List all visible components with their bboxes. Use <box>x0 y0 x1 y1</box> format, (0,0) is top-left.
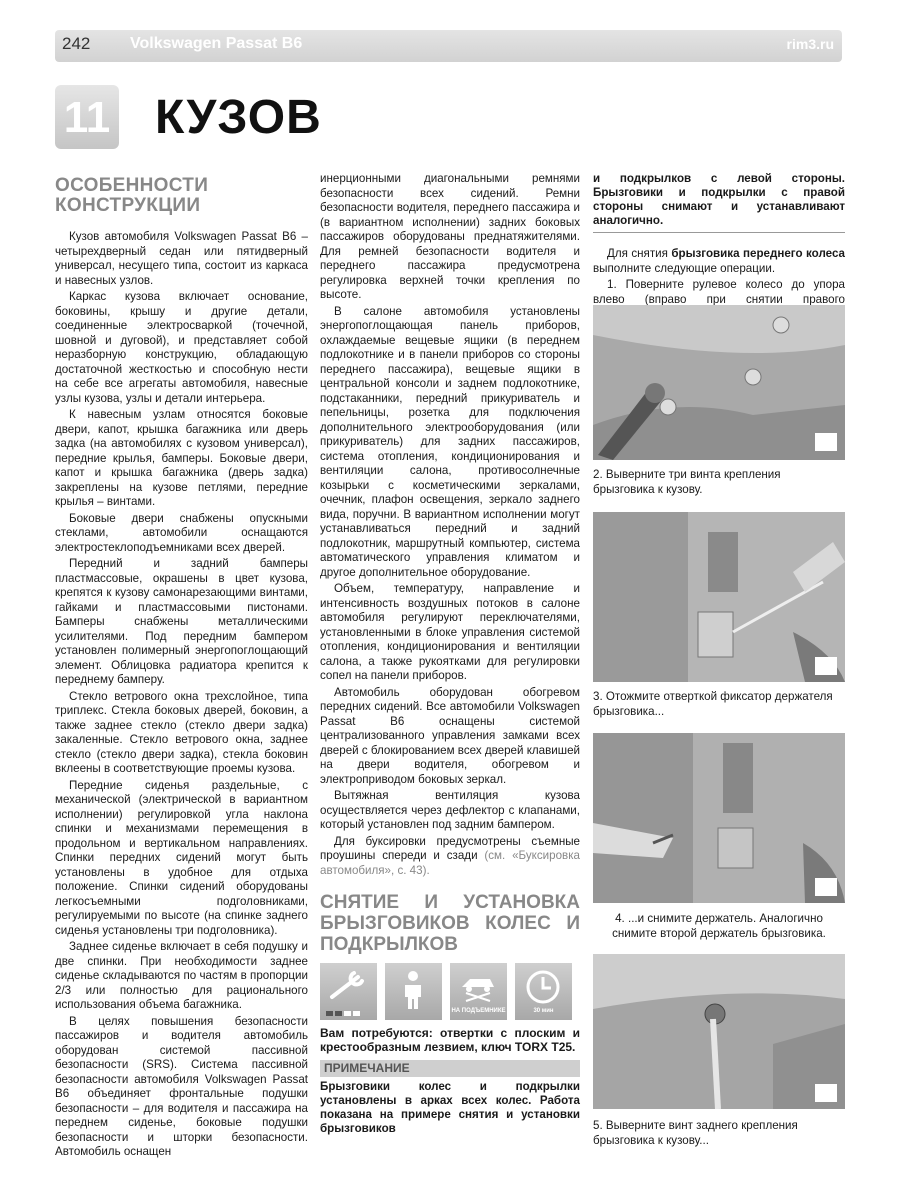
tools-needed: Вам потребуются: отвертки с плоским и крестообразным лезвием, ключ TORX T25. <box>320 1026 580 1054</box>
paragraph: Боковые двери снабжены опускными стеклами, автомобили оснащаются электростеклоподъемниками всех дверей. <box>55 511 308 554</box>
step-5: 5. Выверните винт заднего крепления брызговика к кузову... <box>593 1119 798 1147</box>
photo-step-2 <box>593 512 845 682</box>
intro-a: Для снятия <box>607 247 668 260</box>
chapter-number: 11 <box>55 85 119 149</box>
paragraph: В салоне автомобиля установлены энергопоглощающая панель приборов, охлаждаемые вещевые ящики (в переднем подлокотнике и в панели приборов со стороны переднего пассажира), вещевые ящики в центральной консоли и заднем подлокотнике, подстаканники, передний прикуриватель и пепельницы, розетка для подключения дополнительного электрооборудования (или прикуриватель) для задних пассажиров, система отопления, кондиционирования и вентиляции салона, противосолнечные козырьки с косметическими зеркалами, очечник, плафон освещения, зеркало заднего вида, поручни. В вариантном исполнении могут устанавливаться передний и задний подлокотник, маршрутный компьютер, система автоматического управления климатом и другое дополнительное оборудование. <box>320 304 580 579</box>
step-1: 1. Поверните рулевое колесо до упора влево (вправо при снятии правого <box>593 278 845 306</box>
icon-row <box>320 963 580 1020</box>
paragraph: Объем, температуру, направление и интенсивность воздушных потоков в салоне автомобиля регулируют переключателями, установленными в блоке управления системой отопления, кондиционирования и вентиляции салона, а также рукоятками для регулировки сопел на панели приборов. <box>320 582 580 682</box>
section-title-mudguards: СНЯТИЕ И УСТАНОВКА БРЫЗГОВИКОВ КОЛЕС И ПОДКРЫЛКОВ <box>320 892 580 955</box>
site-name: rim3.ru <box>786 36 834 52</box>
paragraph: Заднее сиденье включает в себя подушку и две спинки. При необходимости заднее сиденье складываются по частям в пропорции 2/3 или полностью для рационального использования объема багажника. <box>55 940 308 1011</box>
paragraph: Каркас кузова включает основание, боковины, крышу и другие детали, соединенные электросваркой (точечной, шовной и дуговой), и представляет собой неразборную конструкцию, обладающую достаточной жесткостью и способную нести на себе все агрегаты автомобиля, навесные узлы кузова, узлы и детали интерьера. <box>55 290 308 405</box>
paragraph: Передние сиденья раздельные, с механической (электрической в вариантном исполнении) регулировкой угла наклона спинки и механизмами перемещения в продольном и вертикальном направлениях. Спинки передних сидений могут быть установлены в удобное для отдыха положение. Спинки сидений оборудованы легкосъемными подголовниками, регулируемыми по высоте (на спинке заднего сиденья установлены три подголовника). <box>55 778 308 937</box>
paragraph: инерционными диагональными ремнями безопасности всех сидений. Ремни безопасности водителя, переднего пассажира и (в вариантном исполнении) задних боковых пассажиров оборудованы преднатяжителями. Для ремней безопасности водителя и переднего пассажира предусмотрена регулировка верхней точки крепления по высоте. <box>320 172 580 301</box>
clock-icon <box>515 963 572 1020</box>
step-3: 3. Отожмите отверткой фиксатор держателя брызговика... <box>593 690 833 718</box>
note-text: Брызговики колес и подкрылки установлены в арках всех колес. Работа показана на примере снятия и установки брызговиков <box>320 1079 580 1135</box>
page-number: 242 <box>62 34 91 53</box>
paragraph: К навесным узлам относятся боковые двери, капот, крышка багажника или дверь задка (на автомобилях с кузовом универсал), передние крылья, бамперы. Боковые двери, капот и крышка багажника (дверь задка) закреплены на кузове петлями, передние крылья – винтами. <box>55 408 308 508</box>
wrench-difficulty-icon <box>320 963 377 1020</box>
photo-step-4 <box>593 954 845 1109</box>
tow-text: Для буксировки предусмотрены съемные проушины спереди и сзади <box>320 834 580 862</box>
photo-step-3 <box>593 733 845 903</box>
column-3 <box>593 172 845 324</box>
paragraph: Передний и задний бамперы пластмассовые, окрашены в цвет кузова, крепятся к кузову самонарезающими винтами, гайками и пластмассовыми пистонами. Бамперы снабжены металлическими усилителями. Под передним бампером установлен полимерный энергопоглощающий элемент. Облицовка радиатора крепится к переднему бамперу. <box>55 557 308 686</box>
paragraph: Стекло ветрового окна трехслойное, типа триплекс. Стекла боковых дверей, боковин, а также заднее стекло (стекло двери задка) закаленные. Стекло ветрового окна, заднее стекло (стекло двери задка), стекла боковин вклеены в соответствующие проемы кузова. <box>55 689 308 775</box>
tow-reference: (см. «Буксировка автомобиля», с. 43). <box>320 849 580 877</box>
section-title-construction: ОСОБЕННОСТИ КОНСТРУКЦИИ <box>55 175 209 216</box>
paragraph: Вытяжная вентиляция кузова осуществляется через дефлектор с клапанами, который установлен под задним бампером. <box>320 789 580 831</box>
step-4: 4. ...и снимите держатель. Аналогично снимите второй держатель брызговика. <box>612 912 826 940</box>
book-title: Volkswagen Passat B6 <box>130 35 303 52</box>
intro-paragraph <box>593 247 845 276</box>
photo-step-1 <box>593 305 845 460</box>
intro-c: выполните следующие операции. <box>593 261 776 275</box>
chapter-title: КУЗОВ <box>155 91 322 144</box>
lift-icon <box>450 963 507 1020</box>
note-continuation: и подкрылков с левой стороны. Брызговики и подкрылки с правой стороны снимают и устанавливают аналогично. <box>593 172 845 233</box>
note-title: ПРИМЕЧАНИЕ <box>320 1060 580 1077</box>
column-1 <box>55 172 308 1162</box>
time-label: 30 мин <box>533 1007 554 1014</box>
intro-b: брызговика переднего колеса <box>671 247 845 260</box>
step-2: 2. Выверните три винта крепления брызговика к кузову. <box>593 468 781 496</box>
paragraph: Кузов автомобиля Volkswagen Passat B6 – четырехдверный седан или пятидверный универсал, несущего типа, состоит из каркаса и навесных узлов. <box>55 230 308 287</box>
lift-label: НА ПОДЪЕМНИКЕ <box>451 1007 506 1014</box>
paragraph: Автомобиль оборудован обогревом передних сидений. Все автомобили Volkswagen Passat B6 оснащены системой централизованного управления замками всех дверей с блокированием всех дверей клавишей на двери водителя, обогревом и электроприводом боковых зеркал. <box>320 685 580 786</box>
column-2 <box>320 172 580 1136</box>
person-icon <box>385 963 442 1020</box>
paragraph: В целях повышения безопасности пассажиров и водителя автомобиль оборудован системой пассивной безопасности (SRS). Система пассивной безопасности автомобиля Volkswagen Passat B6 объединяет фронтальные подушки безопасности – для водителя и пассажира на переднем сиденье, боковые подушки безопасности и шторки безопасности. Автомобиль оснащен <box>55 1014 308 1158</box>
paragraph-towing <box>320 835 580 879</box>
